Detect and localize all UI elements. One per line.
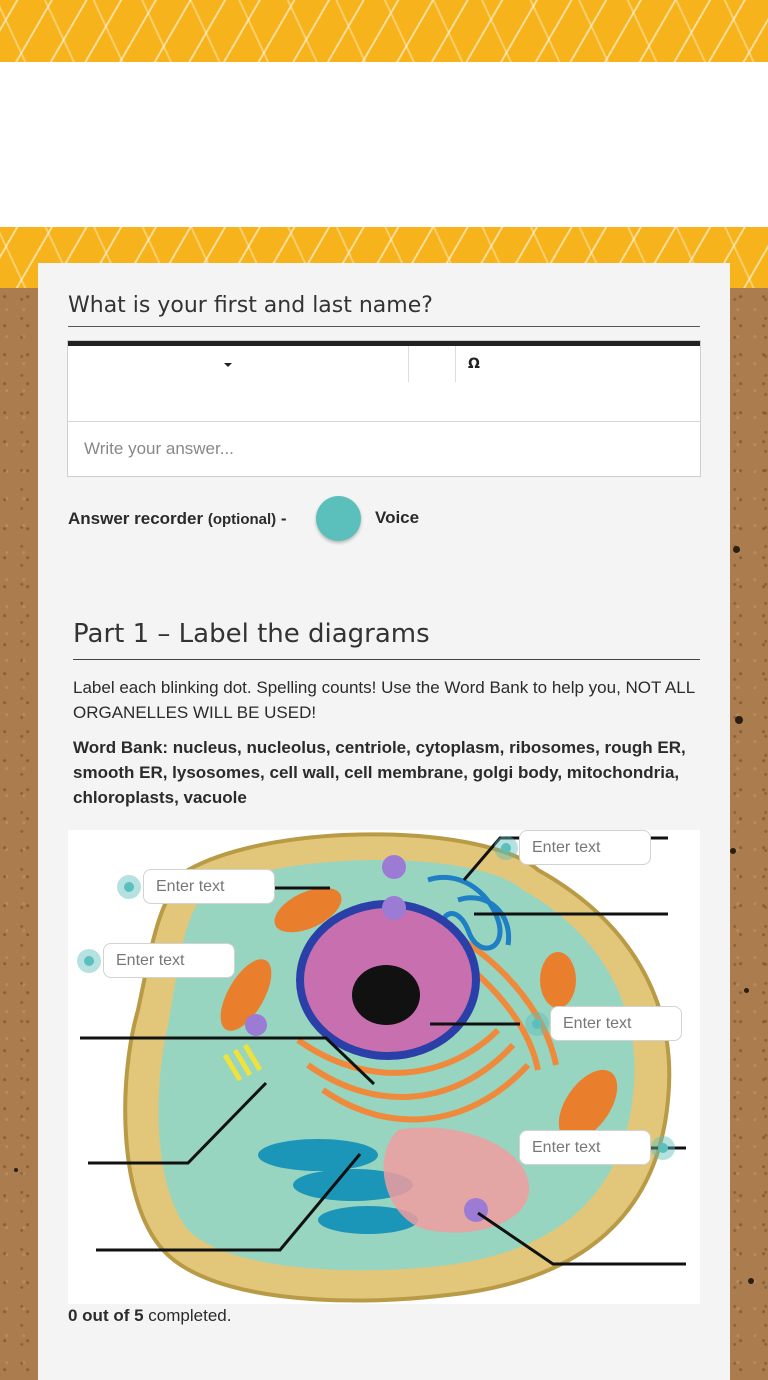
voice-label: Voice (375, 508, 420, 527)
recorder-separator: - (280, 509, 287, 528)
label-input-1[interactable] (143, 869, 275, 904)
label-hotspot-4[interactable] (525, 1012, 549, 1036)
progress-count: 0 out of 5 (68, 1306, 144, 1325)
word-bank-text: Word Bank: nucleus, nucleolus, centriole, cytoplasm, ribosomes, rough ER, smooth ER, lysosomes, cell wall, cell membrane, golgi body, mitochondria, chloroplasts, vacuole (73, 738, 686, 807)
text-style-dropdown[interactable] (68, 346, 409, 382)
label-hotspot-3[interactable] (494, 836, 518, 860)
header-banner-pattern (0, 0, 768, 62)
answer-input[interactable] (68, 422, 700, 476)
answer-recorder (68, 496, 468, 542)
progress-suffix: completed. (148, 1306, 232, 1325)
cell-diagram (68, 830, 700, 1304)
question-text: What is your first and last name? (68, 293, 700, 327)
part-title: Part 1 – Label the diagrams (73, 619, 700, 660)
recorder-optional-text: (optional) (207, 511, 277, 528)
label-input-2[interactable] (103, 943, 235, 978)
worksheet-card (38, 263, 730, 1380)
label-hotspot-1[interactable] (117, 875, 141, 899)
label-input-5[interactable] (519, 1130, 651, 1165)
record-voice-button[interactable] (316, 496, 361, 541)
label-input-3[interactable] (519, 830, 651, 865)
editor-toolbar (68, 346, 700, 422)
toolbar-button[interactable] (409, 346, 456, 382)
progress-text (68, 1306, 231, 1326)
special-character-icon[interactable]: Ω (468, 356, 480, 372)
instructions-text: Label each blinking dot. Spelling counts! Use the Word Bank to help you, NOT ALL ORGANELLES WILL BE USED! (73, 678, 695, 722)
recorder-label-text: Answer recorder (68, 509, 204, 528)
chevron-down-icon (224, 363, 232, 367)
recorder-label (68, 509, 287, 529)
label-input-4[interactable] (550, 1006, 682, 1041)
label-hotspot-2[interactable] (77, 949, 101, 973)
label-hotspot-5[interactable] (651, 1136, 675, 1160)
header-white-area (0, 62, 768, 227)
rich-text-answer-editor (67, 340, 701, 477)
